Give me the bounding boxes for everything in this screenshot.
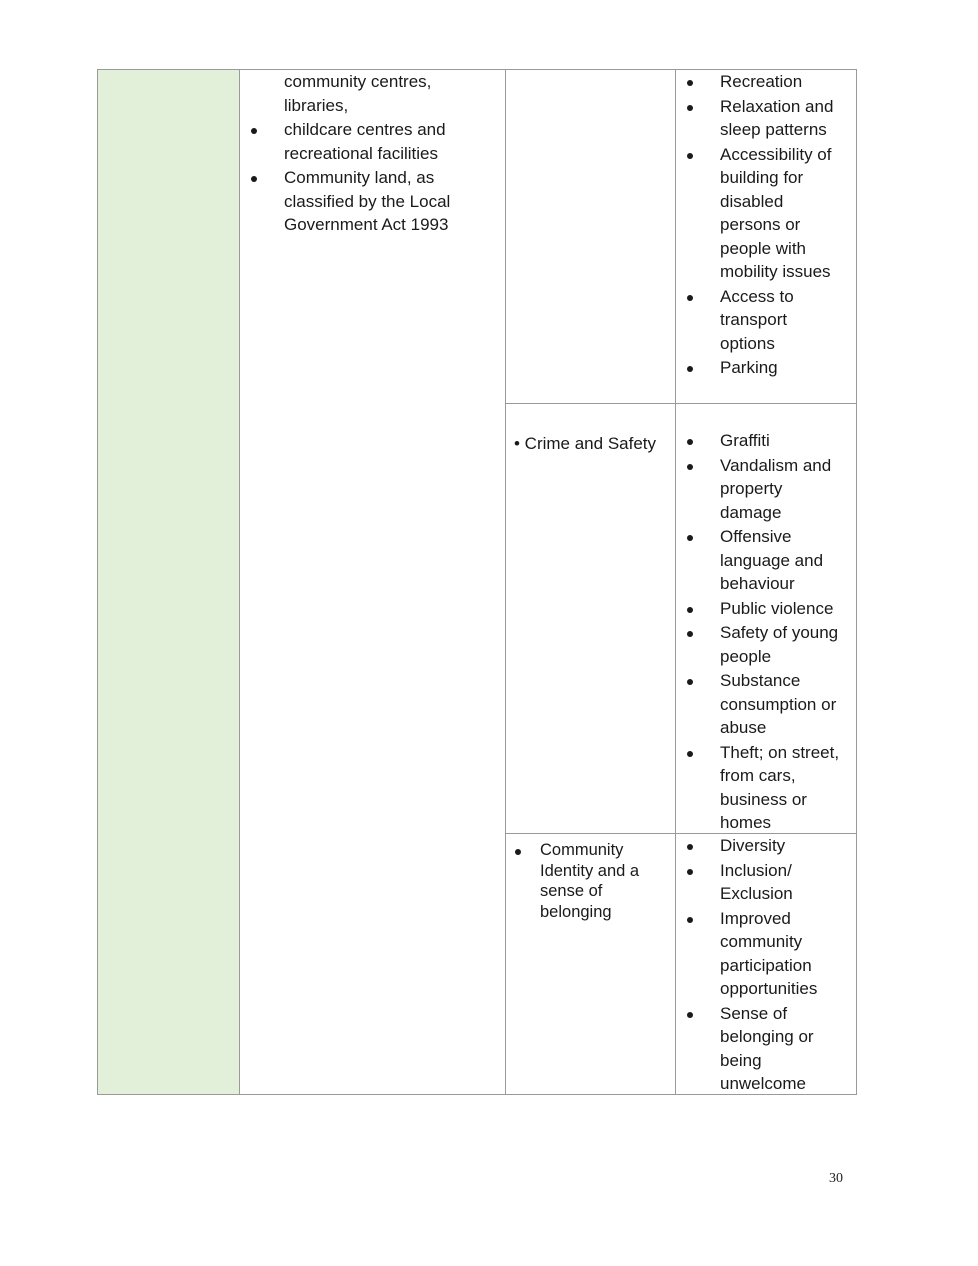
bullet-icon xyxy=(687,105,693,111)
list-item xyxy=(676,907,854,1001)
list-item xyxy=(676,669,854,740)
category-line: Identity and a xyxy=(540,861,640,880)
bullet-icon xyxy=(687,464,693,470)
list-item-line: sleep patterns xyxy=(720,120,827,139)
bullet-icon xyxy=(687,631,693,637)
list-item-line: business or xyxy=(720,789,807,809)
list-item-line: consumption or xyxy=(720,694,837,714)
list-item xyxy=(240,118,480,165)
list-item-line: participation xyxy=(720,955,812,975)
list-item-line: Graffiti xyxy=(720,431,770,450)
bullet-icon xyxy=(687,439,693,445)
category-line: Community xyxy=(540,841,624,859)
list-item-line: abuse xyxy=(720,718,767,737)
category-line: belonging xyxy=(540,902,612,921)
bullet-icon xyxy=(515,849,521,855)
list-item-line: language and xyxy=(720,550,824,570)
list-item-line: Improved xyxy=(720,908,791,928)
list-item-line: Recreation xyxy=(720,72,803,91)
list-item xyxy=(676,525,854,596)
list-item-line: Offensive xyxy=(720,527,792,546)
list-item xyxy=(676,741,854,835)
list-item-line: people with xyxy=(720,238,807,258)
list-item-line: persons or xyxy=(720,215,801,234)
list-item-line: building for xyxy=(720,168,804,187)
list-item-line: Substance xyxy=(720,671,801,690)
list-item-line: Diversity xyxy=(720,836,786,855)
list-item-line: Inclusion/ xyxy=(720,860,792,880)
bullet-icon xyxy=(687,679,693,685)
list-item-line: classified by the Local xyxy=(284,191,451,211)
list-item-line: Safety of young xyxy=(720,623,839,642)
list-item-line: Government Act 1993 xyxy=(284,215,449,234)
page-number: 30 xyxy=(829,1171,843,1186)
list-item-line: unwelcome xyxy=(720,1074,806,1093)
list-item xyxy=(676,834,854,858)
bullet-icon xyxy=(687,80,693,86)
list-item-line: Exclusion xyxy=(720,884,793,903)
list-item-line: Community land, as xyxy=(284,168,435,187)
list-item xyxy=(676,285,854,356)
list-item-line: recreational facilities xyxy=(284,143,439,163)
indicator-list-row3 xyxy=(676,834,854,1097)
list-item-line: libraries, xyxy=(284,95,349,115)
list-item xyxy=(676,454,854,525)
list-item-line: damage xyxy=(720,502,782,522)
table-cell-indicators-row3 xyxy=(676,834,856,1094)
list-item-line: homes xyxy=(720,813,772,832)
bullet-icon xyxy=(687,917,693,923)
list-item-line: Access to xyxy=(720,286,794,306)
impact-table xyxy=(97,69,857,1095)
bullet-icon xyxy=(687,366,693,372)
facilities-list xyxy=(240,70,480,238)
list-item-line: Theft; on street, xyxy=(720,742,840,762)
list-item-line: options xyxy=(720,333,775,353)
indicator-list-row2 xyxy=(676,429,854,836)
table-cell-indicators-row2 xyxy=(676,404,856,834)
list-item xyxy=(676,429,854,453)
table-cell-category-row2 xyxy=(506,404,676,834)
list-item-line: Relaxation and xyxy=(720,96,834,116)
list-item-line: Parking xyxy=(720,358,778,377)
list-item xyxy=(676,1002,854,1096)
table-facilities-column xyxy=(240,70,506,1094)
list-item xyxy=(506,840,674,922)
list-item-line: Public violence xyxy=(720,598,834,618)
bullet-icon xyxy=(687,751,693,757)
list-item-line: transport xyxy=(720,310,788,329)
bullet-icon xyxy=(687,869,693,875)
bullet-icon xyxy=(687,295,693,301)
table-category-column xyxy=(98,70,240,1094)
list-item xyxy=(676,621,854,668)
list-item xyxy=(240,70,480,117)
list-item-line: property xyxy=(720,479,783,498)
category-community-identity xyxy=(506,840,674,923)
list-item-line: Sense of xyxy=(720,1003,788,1023)
list-item xyxy=(676,143,854,284)
list-item xyxy=(676,70,854,94)
list-item xyxy=(676,597,854,621)
list-item-line: being xyxy=(720,1050,762,1070)
table-cell-category-row3 xyxy=(506,834,676,1094)
bullet-icon xyxy=(687,844,693,850)
category-line: sense of xyxy=(540,882,603,900)
list-item xyxy=(676,356,854,380)
table-cell-category-row1 xyxy=(506,70,676,404)
list-item-line: from cars, xyxy=(720,766,796,785)
list-item-line: childcare centres and xyxy=(284,120,446,139)
bullet-icon xyxy=(251,128,257,134)
list-item xyxy=(676,95,854,142)
list-item xyxy=(676,859,854,906)
list-item-line: opportunities xyxy=(720,979,818,998)
list-item-line: disabled xyxy=(720,191,784,211)
category-crime-and-safety: • Crime and Safety xyxy=(514,434,657,453)
list-item-line: Accessibility of xyxy=(720,144,832,164)
list-item xyxy=(240,166,480,237)
list-item-line: Vandalism and xyxy=(720,455,832,475)
table-cell-indicators-row1 xyxy=(676,70,856,404)
indicator-list-row1 xyxy=(676,70,854,381)
list-item-line: belonging or xyxy=(720,1027,814,1046)
list-item-line: community centres, xyxy=(284,72,432,91)
list-item-line: behaviour xyxy=(720,574,795,593)
bullet-icon xyxy=(687,607,693,613)
bullet-icon xyxy=(687,153,693,159)
list-item-line: community xyxy=(720,932,803,951)
bullet-icon xyxy=(687,1012,693,1018)
list-item-line: mobility issues xyxy=(720,262,831,281)
bullet-icon xyxy=(687,535,693,541)
list-item-line: people xyxy=(720,646,772,666)
bullet-icon xyxy=(251,176,257,182)
